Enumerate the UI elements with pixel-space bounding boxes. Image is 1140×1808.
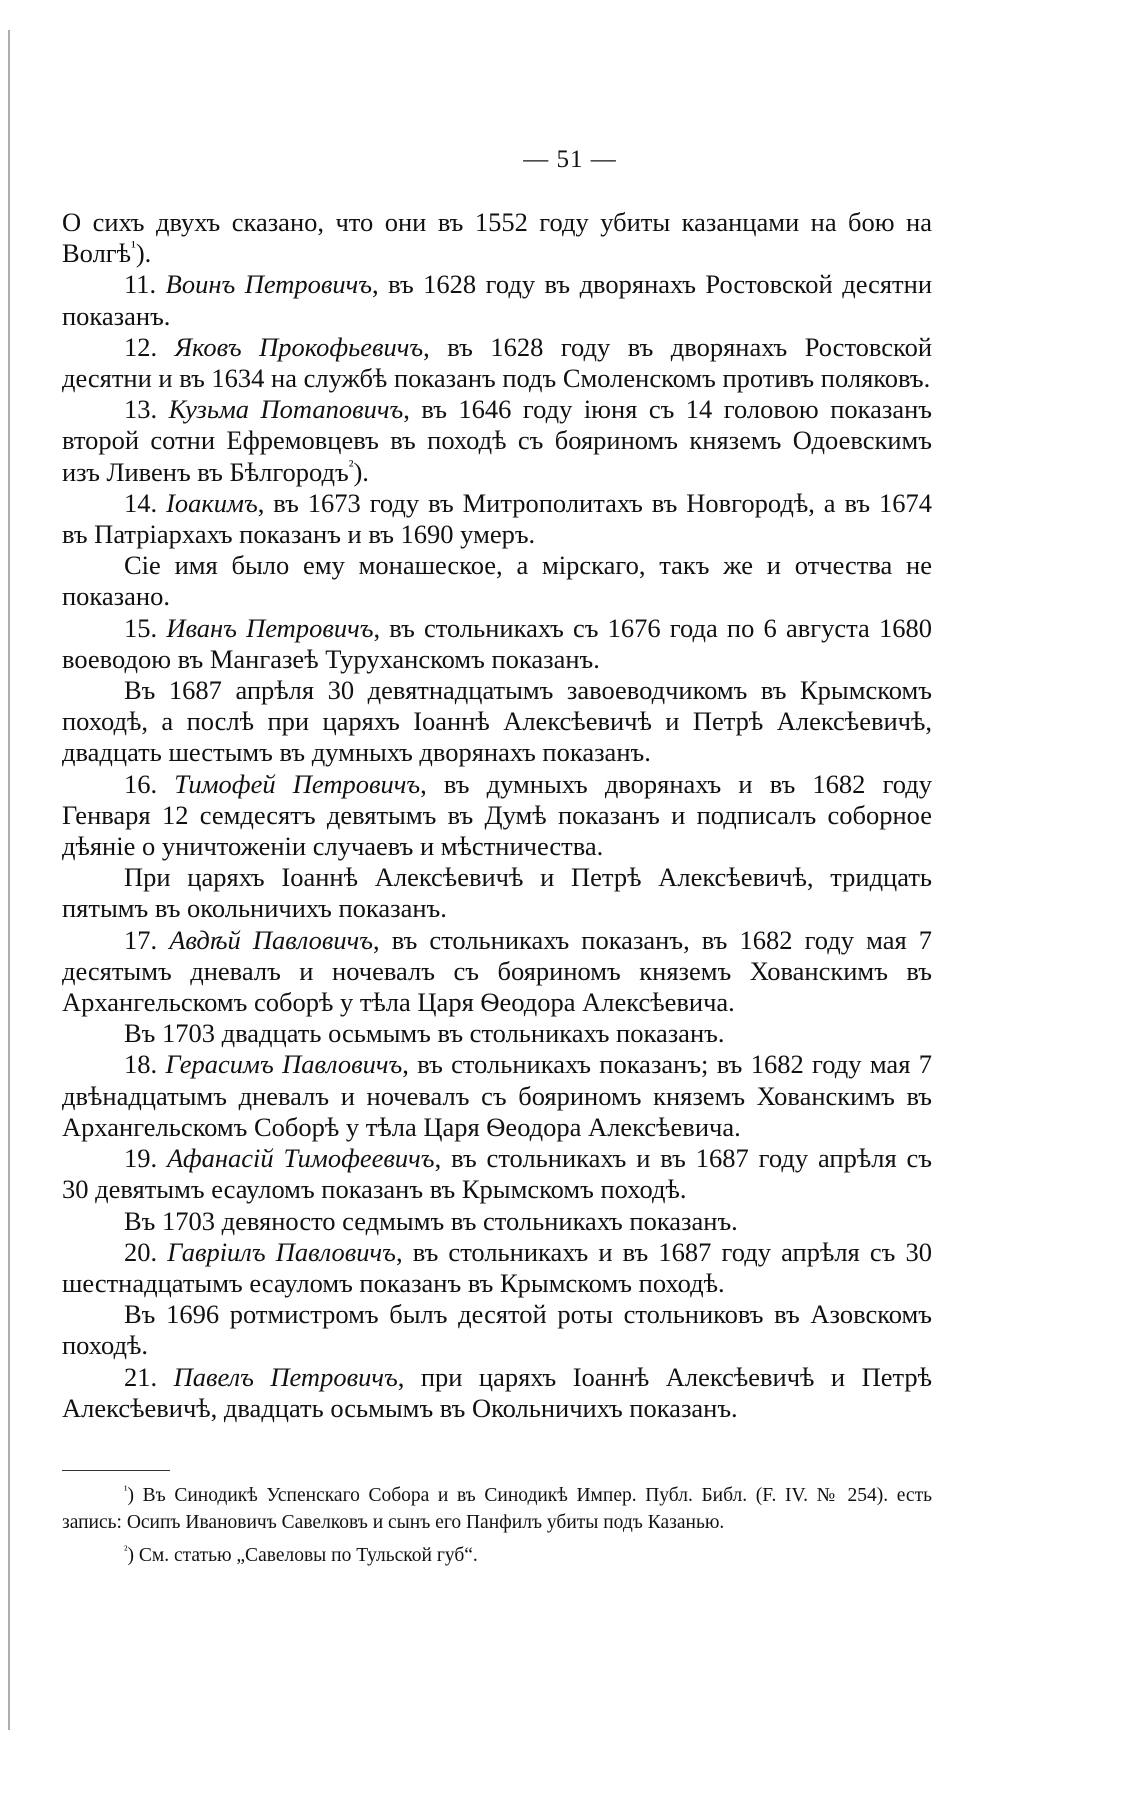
footnote-ref: ² [348,457,354,475]
footnote-1 [62,1482,932,1536]
person-name: Герасимъ Павловичъ [165,1049,403,1080]
entry-number: 14. [124,487,158,518]
entry-16 [62,769,932,863]
footnote-mark: ² [124,1543,128,1557]
entry-11 [62,269,932,331]
person-name: Иванъ Петровичъ [166,612,374,643]
entry-number: 17. [124,924,158,955]
entry-14 [62,488,932,550]
entry-text: , въ стольникахъ съ 1676 года по 6 августа 1680 воеводою въ Мангазеѣ Туруханскомъ показанъ. [62,612,933,674]
entry-19 [62,1143,932,1205]
entry-number: 16. [124,768,158,799]
entry-number: 15. [124,612,158,643]
entry-text: , въ стольникахъ показанъ, въ 1682 году мая 7 десятымъ дневалъ и ночевалъ съ бояриномъ княземъ Хованскимъ въ Архангельскомъ соборѣ у тѣла Царя Ѳеодора Алексѣевича. [62,924,933,1018]
page-number: — 51 — [523,146,617,173]
entry-text: , въ стольникахъ показанъ; въ 1682 году мая 7 двѣнадцатымъ дневалъ и ночевалъ съ бояриномъ княземъ Хованскимъ въ Архангельскомъ Соборѣ у тѣла Царя Ѳеодора Алексѣевича. [62,1049,932,1142]
entry-number: 21. [124,1361,158,1392]
entry-number: 12. [124,331,158,362]
footnote-2 [62,1542,932,1569]
entry-number: 13. [124,394,158,425]
paragraph-7: Въ 1687 апрѣля 30 девятнадцатымъ завоеводчикомъ въ Крымскомъ походѣ, а послѣ при царяхъ Іоаннѣ Алексѣевичѣ и Петрѣ Алексѣевичѣ, двадцать шестымъ въ думныхъ дворянахъ показанъ. [62,675,932,768]
footnote-text: ) См. статью „Савеловы по Тульской губ“. [127,1545,478,1566]
footnote-ref: ¹ [131,239,136,257]
paragraph-tail: ). [353,456,369,487]
entry-text: , въ 1628 году въ дворянахъ Ростовской десятни и въ 1634 на службѣ показанъ подъ Смоленскомъ противъ поляковъ. [62,331,932,394]
paragraph-0 [62,207,932,269]
footnote-divider [62,1470,170,1471]
footnote-text: ) Въ Синодикѣ Успенскаго Собора и въ Синодикѣ Импер. Публ. Библ. (F. IV. № 254). есть запись: Осипъ Ивановичъ Савелковъ и сынъ его Панфилъ убиты подъ Казанью. [62,1485,932,1533]
person-name: Афанасій Тимофеевичъ [167,1143,435,1174]
paragraph-5: Сіе имя было ему монашеское, а мірскаго, такъ же и отчества не показано. [62,550,932,612]
entry-text: , въ 1646 году іюня съ 14 головою показанъ второй сотни Ефремовцевъ въ походѣ съ бояриномъ княземъ Одоевскимъ изъ Ливенъ въ Бѣлгородъ [62,394,932,487]
entry-17 [62,925,932,1019]
entry-15 [62,613,932,675]
paragraph-11: Въ 1703 двадцать осьмымъ въ стольникахъ показанъ. [124,1018,725,1049]
entry-12 [62,332,932,394]
scan-edge-line [8,30,10,1730]
paragraph-tail: ). [135,238,152,269]
entry-20 [62,1237,932,1299]
entry-21 [62,1362,932,1424]
paragraph-9: При царяхъ Іоаннѣ Алексѣевичѣ и Петрѣ Алексѣевичѣ, тридцать пятымъ въ окольничихъ показанъ. [62,862,932,924]
footnote-mark: ¹ [124,1483,128,1497]
entry-number: 18. [124,1049,158,1080]
person-name: Воинъ Петровичъ [165,269,373,300]
person-name: Павелъ Петровичъ [173,1361,398,1392]
entry-number: 19. [124,1143,158,1174]
entry-13 [62,394,932,488]
person-name: Гавріилъ Павловичъ [167,1236,396,1267]
person-name: Яковъ Прокофьевичъ [174,331,424,362]
main-text [62,207,932,1424]
person-name: Авдѣй Павловичъ [169,924,374,955]
entry-number: 20. [124,1236,158,1267]
person-name: Тимофей Петровичъ [174,768,421,799]
paragraph-text: О сихъ двухъ сказано, что они въ 1552 году убиты казанцами на бою на Волгѣ [62,207,932,269]
entry-text: , въ стольникахъ и въ 1687 году апрѣля съ 30 шестнадцатымъ есауломъ показанъ въ Крымскомъ походѣ. [62,1236,933,1298]
entry-number: 11. [124,269,157,300]
entry-text: , въ 1628 году въ дворянахъ Ростовской десятни показанъ. [62,269,933,331]
entry-text: , въ стольникахъ и въ 1687 году апрѣля съ 30 девятымъ есауломъ показанъ въ Крымскомъ походѣ. [62,1143,933,1205]
paragraph-14: Въ 1703 девяносто седмымъ въ стольникахъ показанъ. [124,1205,738,1236]
entry-text: , въ думныхъ дворянахъ и въ 1682 году Генваря 12 семдесятъ девятымъ въ Думѣ показанъ и подписалъ соборное дѣяніе о уничтоженіи случаевъ и мѣстничества. [62,768,933,862]
entry-18 [62,1049,932,1143]
person-name: Іоакимъ [166,487,258,518]
entry-text: , въ 1673 году въ Митрополитахъ въ Новгородѣ, а въ 1674 въ Патріархахъ показанъ и въ 1690 умеръ. [62,487,932,550]
paragraph-16: Въ 1696 ротмистромъ былъ десятой роты стольниковъ въ Азовскомъ походѣ. [62,1299,932,1361]
person-name: Кузьма Потаповичъ [168,394,404,425]
footnotes [62,1482,932,1575]
entry-text: , при царяхъ Іоаннѣ Алексѣевичѣ и Петрѣ Алексѣевичѣ, двадцать осьмымъ въ Окольничихъ показанъ. [62,1361,933,1423]
